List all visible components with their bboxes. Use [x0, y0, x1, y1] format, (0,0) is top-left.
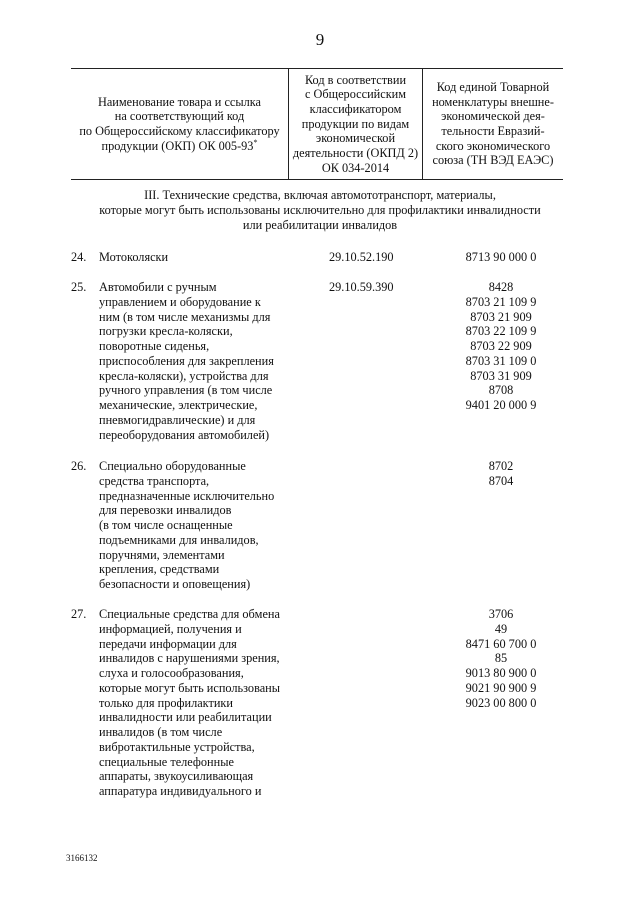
row-number: 27. [71, 607, 87, 621]
header-line: экономической дея- [441, 109, 545, 124]
row-product-name [99, 250, 299, 265]
name-line: Специально оборудованные [99, 459, 246, 473]
section-title-line: которые могут быть использованы исключительно для профилактики инвалидности [99, 202, 541, 217]
table-header [71, 68, 563, 180]
tnved-code: 8703 22 909 [470, 339, 532, 353]
name-line: слуха и голосообразования, [99, 666, 244, 680]
tnved-code: 85 [494, 651, 508, 666]
name-line: аппаратура индивидуального и [99, 784, 262, 798]
row-tnved-codes [431, 250, 571, 265]
tnved-code: 8471 60 700 0 [465, 636, 537, 651]
tnved-code: 8703 21 909 [470, 309, 532, 324]
header-line: союза (ТН ВЭД ЕАЭС) [432, 153, 554, 168]
name-line: управлением и оборудование к [99, 294, 261, 309]
name-line: инвалидности или реабилитации [99, 710, 272, 725]
row-number: 24. [71, 250, 87, 264]
header-line: классификатором [309, 101, 402, 116]
row-okpd-code: 29.10.59.390 [329, 280, 394, 294]
name-line: погрузки кресла-коляски, [99, 324, 233, 339]
name-line: Автомобили с ручным [99, 280, 217, 294]
row-tnved-codes [431, 459, 571, 489]
name-line: Мотоколяски [99, 250, 169, 264]
tnved-code: 8708 [488, 383, 514, 398]
name-line: механические, электрические, [99, 398, 258, 412]
name-line: безопасности и оповещения) [99, 577, 251, 591]
row-tnved-codes [431, 607, 571, 710]
name-line: аппараты, звукоусиливающая [99, 769, 254, 784]
header-line: Наименование товара и ссылка [97, 94, 262, 109]
name-line: предназначенные исключительно [99, 488, 275, 503]
name-line: ним (в том числе механизмы для [99, 309, 271, 324]
tnved-code: 49 [494, 621, 508, 636]
name-line: крепления, средствами [99, 562, 220, 577]
header-tnved-code [423, 69, 563, 179]
header-product-name [71, 69, 289, 179]
name-line: ручного управления (в том числе [99, 383, 273, 398]
tnved-code: 8702 [488, 459, 514, 473]
row-number: 26. [71, 459, 87, 473]
name-line: вибротактильные устройства, [99, 739, 255, 754]
header-line: на соответствующий код [114, 109, 245, 124]
header-line: экономической [315, 131, 396, 146]
tnved-code: 9013 80 900 0 [465, 666, 537, 680]
header-line: Код в соответствии [304, 72, 407, 87]
name-line: средства транспорта, [99, 473, 210, 488]
name-line: приспособления для закрепления [99, 353, 274, 368]
name-line: информацией, получения и [99, 621, 242, 636]
header-line: ОК 034-2014 [321, 160, 390, 175]
header-line: Код единой Товарной [436, 79, 550, 94]
name-line: переоборудования автомобилей) [99, 427, 270, 442]
name-line: для перевозки инвалидов [99, 503, 232, 518]
tnved-code: 8703 31 109 0 [465, 353, 537, 368]
tnved-code: 8703 22 109 9 [465, 324, 537, 339]
tnved-code: 8713 90 000 0 [465, 250, 537, 264]
header-line-text: продукции (ОКП) ОК 005-93 [101, 138, 254, 153]
row-okpd-code: 29.10.52.190 [329, 250, 394, 264]
header-line: по Общероссийскому классификатору [79, 124, 280, 138]
name-line: кресла-коляски), устройства для [99, 368, 269, 383]
tnved-code: 3706 [488, 607, 514, 621]
tnved-code: 9401 20 000 9 [465, 398, 537, 412]
header-okpd-code [289, 69, 423, 179]
name-line: (в том числе оснащенные [99, 518, 233, 532]
row-product-name [99, 607, 299, 799]
name-line: пневмогидравлические) и для [99, 412, 256, 427]
name-line: поворотные сиденья, [99, 339, 210, 353]
tnved-code: 8428 [488, 280, 514, 294]
name-line: специальные телефонные [99, 754, 234, 769]
row-tnved-codes [431, 280, 571, 413]
header-line: номенклатуры внешне- [432, 94, 554, 109]
section-title [60, 188, 580, 232]
tnved-code: 8703 21 109 9 [465, 294, 537, 309]
header-line: продукции по видам [301, 116, 410, 131]
name-line: инвалидов (в том числе [99, 725, 223, 739]
name-line: инвалидов с нарушениями зрения, [99, 651, 280, 666]
tnved-code: 8703 31 909 [470, 368, 532, 383]
tnved-code: 8704 [488, 473, 514, 488]
header-line: ского экономического [435, 138, 551, 153]
name-line: которые могут быть использованы [99, 680, 281, 695]
name-line: поручнями, элементами [99, 547, 225, 562]
document-code: 3166132 [66, 853, 98, 863]
name-line: передачи информации для [99, 636, 237, 651]
row-product-name [99, 459, 299, 592]
section-title-line: или реабилитации инвалидов [242, 217, 398, 232]
tnved-code: 9023 00 800 0 [465, 695, 537, 710]
page-number: 9 [315, 30, 325, 49]
name-line: Специальные средства для обмена [99, 607, 280, 621]
header-line [79, 139, 279, 154]
name-line: подъемниками для инвалидов, [99, 532, 259, 547]
row-product-name [99, 280, 299, 442]
header-line: тельности Евразий- [441, 124, 545, 138]
footnote-marker: * [253, 137, 258, 147]
tnved-code: 9021 90 900 9 [465, 680, 537, 695]
header-line: деятельности (ОКПД 2) [292, 146, 419, 161]
name-line: только для профилактики [99, 695, 233, 710]
section-title-line: III. Технические средства, включая автомототранспорт, материалы, [144, 188, 496, 202]
header-line: с Общероссийским [304, 87, 407, 102]
row-number: 25. [71, 280, 87, 294]
